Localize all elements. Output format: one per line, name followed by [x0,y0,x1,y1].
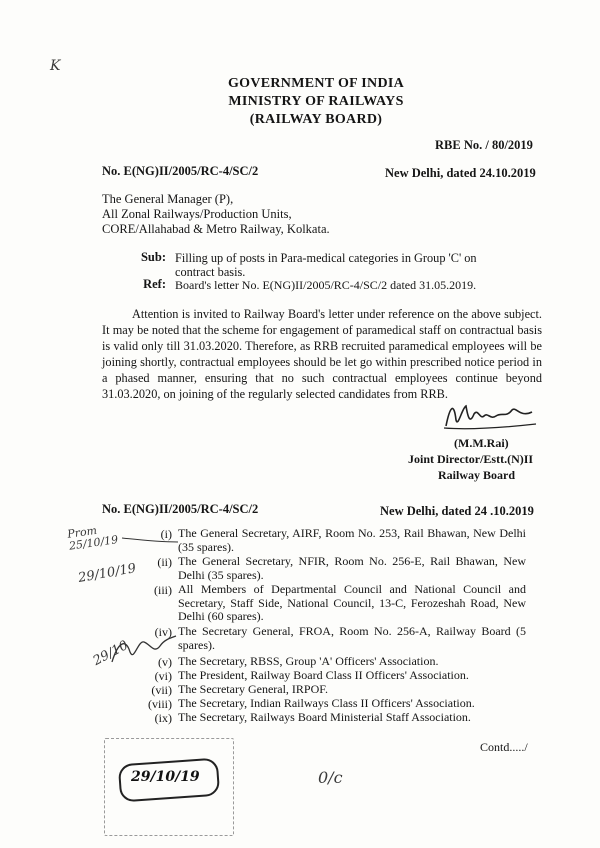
handwritten-scribble [108,632,178,668]
stamp-date: 29/10/19 [131,769,200,785]
header-government: GOVERNMENT OF INDIA [227,76,405,91]
handwritten-note-1: Prom 25/10/19 [66,523,119,553]
copy-item-number: (ii) [157,555,172,569]
copy-item-text: The General Secretary, NFIR, Room No. 256-E, Rail Bhawan, New Delhi (35 spares). [178,554,526,582]
signatory-designation: Joint Director/Estt.(N)II [408,452,534,466]
handwritten-page-note: 0/c [318,768,343,787]
signature-scribble [440,398,540,432]
copy-place-date: New Delhi, dated 24 .10.2019 [380,504,534,518]
copy-item-text: The Secretary General, FROA, Room No. 256-A, Railway Board (5 spares). [178,624,526,652]
subject-text: Filling up of posts in Para-medical categories in Group 'C' on contract basis. [175,251,477,279]
place-date: New Delhi, dated 24.10.2019 [385,166,536,180]
copy-item-number: (ix) [154,711,172,725]
signatory-name: (M.M.Rai) [454,436,509,450]
copy-item-number: (v) [158,655,172,669]
copy-item-number: (i) [160,527,172,541]
header-ministry: MINISTRY OF RAILWAYS [228,94,404,109]
letter-number: No. E(NG)II/2005/RC-4/SC/2 [102,164,259,178]
subject-label: Sub: [140,250,166,264]
copy-item-text: The Secretary General, IRPOF. [178,682,328,696]
copy-item-text: The Secretary, RBSS, Group 'A' Officers' Association. [178,654,439,668]
receipt-stamp [104,738,234,836]
copy-item-number: (vii) [151,683,172,697]
copy-item-number: (iii) [154,583,172,597]
copy-item-text: All Members of Departmental Council and National Council and Secretary, Staff Side, National Council, 13-C, Ferozeshah Road, New Delhi (60 spares). [178,582,526,623]
rbe-number: RBE No. / 80/2019 [435,138,533,152]
handwritten-note-2: 29/10/19 [77,561,138,586]
addressee-line-3: CORE/Allahabad & Metro Railway, Kolkata. [102,222,330,236]
reference-label: Ref: [143,277,166,291]
header-board: (RAILWAY BOARD) [249,112,383,127]
reference-text: Board's letter No. E(NG)II/2005/RC-4/SC/2 dated 31.05.2019. [175,278,477,292]
copy-item-text: The Secretary, Railways Board Ministerial Staff Association. [178,710,471,724]
copy-item-text: The General Secretary, AIRF, Room No. 253, Rail Bhawan, New Delhi (35 spares). [178,526,526,554]
copy-item-number: (iv) [154,625,172,639]
copy-letter-number: No. E(NG)II/2005/RC-4/SC/2 [102,502,259,516]
copy-item-number: (vi) [154,669,172,683]
addressee-line-2: All Zonal Railways/Production Units, [102,207,292,221]
signatory-office: Railway Board [438,468,516,482]
copy-item-text: The President, Railway Board Class II Officers' Association. [178,668,469,682]
handwritten-arrow [120,534,180,546]
copy-item-number: (viii) [148,697,172,711]
continued-note: Contd...../ [480,740,528,754]
handwritten-note-3: 29/10 [90,638,131,669]
corner-handwritten-mark: K [50,58,61,74]
addressee-line-1: The General Manager (P), [102,192,234,206]
body-paragraph: Attention is invited to Railway Board's letter under reference on the above subject. It may be noted that the scheme for engagement of paramedical staff on contractual basis is valid only till 31.03.2020. Therefore, as RRB recruited paramedical employees will be joining shortly, contractual employees should be let go within prescribed notice period in a phased manner, ensuring that no such contractual employees continue beyond 31.03.2020, on joining of the regularly selected candidates from RRB. [102,307,542,401]
copy-item-text: The Secretary, Indian Railways Class II Officers' Association. [178,696,475,710]
